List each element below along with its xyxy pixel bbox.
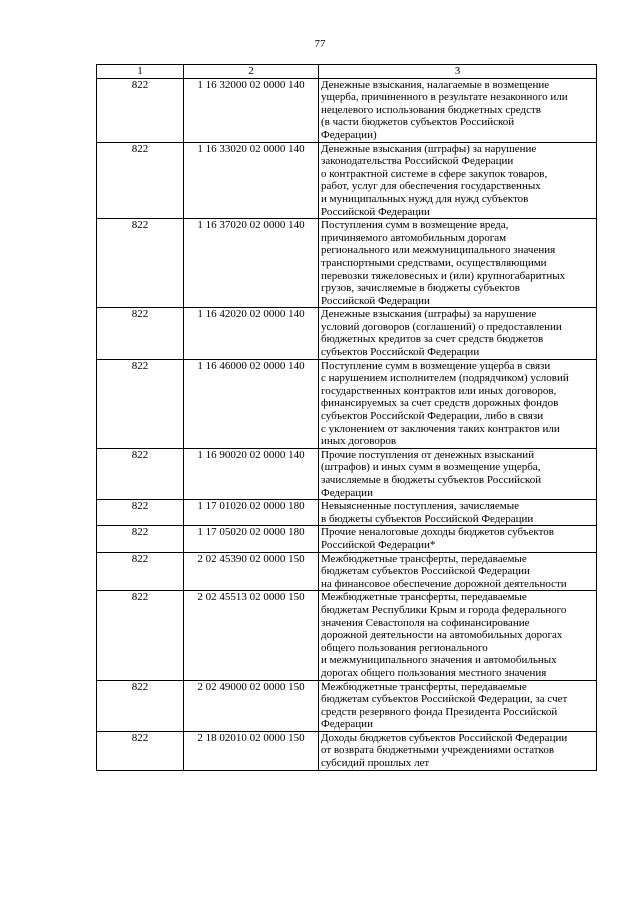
revenue-name-line: Российской Федерации*	[321, 538, 436, 551]
revenue-codes-table	[96, 64, 597, 771]
admin-code-cell: 822	[97, 731, 184, 770]
revenue-name-line: значения Севастополя на софинансирование	[321, 616, 530, 629]
revenue-name-cell	[319, 731, 597, 770]
revenue-name-line: субъектов Российской Федерации, либо в связи	[321, 410, 544, 423]
revenue-name-line: Невыясненные поступления, зачисляемые	[321, 500, 519, 513]
revenue-name-line: Российской Федерации	[321, 294, 430, 307]
revenue-name-line: и муниципальных нужд для нужд субъектов	[321, 192, 529, 205]
revenue-name-line: дорожной деятельности на автомобильных дорогах	[321, 629, 563, 642]
revenue-name-line: работ, услуг для обеспечения государственных	[321, 180, 541, 193]
revenue-code-cell: 1 16 42020 02 0000 140	[184, 308, 319, 359]
admin-code-cell: 822	[97, 552, 184, 591]
revenue-name-line: нецелевого использования бюджетных средств	[321, 103, 541, 116]
column-header-1: 1	[97, 65, 184, 79]
table-row	[97, 448, 597, 499]
revenue-code-cell: 1 16 90020 02 0000 140	[184, 448, 319, 499]
revenue-name-line: Поступление сумм в возмещение ущерба в связи	[321, 359, 551, 372]
revenue-code-cell: 1 16 33020 02 0000 140	[184, 142, 319, 219]
revenue-name-line: средств резервного фонда Президента Российской	[321, 705, 558, 718]
revenue-name-line: дорогах общего пользования местного значения	[321, 666, 547, 679]
revenue-name-line: с уклонением от заключения таких контрактов или	[321, 422, 560, 435]
revenue-name-cell	[319, 142, 597, 219]
admin-code-cell: 822	[97, 526, 184, 552]
revenue-name-line: законодательства Российской Федерации	[321, 155, 514, 168]
revenue-name-line: перевозки тяжеловесных и (или) крупногабаритных	[321, 269, 566, 282]
revenue-name-line: Прочие поступления от денежных взысканий	[321, 448, 535, 461]
revenue-name-line: условий договоров (соглашений) о предоставлении	[321, 320, 562, 333]
revenue-code-cell: 2 02 45390 02 0000 150	[184, 552, 319, 591]
revenue-name-cell	[319, 500, 597, 526]
column-header-3: 3	[319, 65, 597, 79]
revenue-name-line: Федерации)	[321, 128, 377, 141]
revenue-name-line: от возврата бюджетными учреждениями остатков	[321, 744, 555, 757]
table-row	[97, 359, 597, 448]
table-row	[97, 591, 597, 680]
revenue-code-cell: 1 16 37020 02 0000 140	[184, 219, 319, 308]
revenue-name-line: бюджетных кредитов за счет средств бюджетов	[321, 333, 544, 346]
admin-code-cell: 822	[97, 308, 184, 359]
admin-code-cell: 822	[97, 219, 184, 308]
revenue-name-line: Поступления сумм в возмещение вреда,	[321, 219, 509, 232]
revenue-name-cell	[319, 448, 597, 499]
revenue-name-line: бюджетам Республики Крым и города федерального	[321, 603, 567, 616]
revenue-name-cell	[319, 78, 597, 142]
revenue-name-line: грузов, зачисляемые в бюджеты субъектов	[321, 282, 520, 295]
revenue-code-cell: 2 02 49000 02 0000 150	[184, 680, 319, 731]
revenue-name-line: (штрафов) и иных сумм в возмещение ущерба,	[321, 461, 541, 474]
revenue-name-line: регионального или межмуниципального значения	[321, 244, 556, 257]
revenue-name-line: ущерба, причиненного в результате незаконного или	[321, 91, 568, 104]
revenue-name-line: Российской Федерации	[321, 205, 430, 218]
revenue-name-line: причиняемого автомобильным дорогам	[321, 231, 507, 244]
revenue-name-line: Межбюджетные трансферты, передаваемые	[321, 680, 527, 693]
revenue-name-line: Федерации	[321, 486, 373, 499]
table-row	[97, 78, 597, 142]
revenue-name-line: с нарушением исполнителем (подрядчиком) условий	[321, 372, 569, 385]
revenue-name-line: Федерации	[321, 718, 373, 731]
revenue-name-line: на финансовое обеспечение дорожной деятельности	[321, 577, 567, 590]
table-row	[97, 500, 597, 526]
table-row	[97, 731, 597, 770]
page-number: 77	[314, 38, 326, 50]
revenue-name-line: Прочие неналоговые доходы бюджетов субъектов	[321, 526, 554, 539]
revenue-name-cell	[319, 219, 597, 308]
admin-code-cell: 822	[97, 448, 184, 499]
revenue-name-line: транспортными средствами, осуществляющими	[321, 256, 547, 269]
revenue-name-line: Денежные взыскания, налагаемые в возмещение	[321, 78, 550, 91]
revenue-name-line: Денежные взыскания (штрафы) за нарушение	[321, 308, 537, 321]
revenue-name-line: зачисляемые в бюджеты субъектов Российской	[321, 474, 542, 486]
admin-code-cell: 822	[97, 142, 184, 219]
revenue-name-cell	[319, 680, 597, 731]
revenue-name-line: субъектов Российской Федерации	[321, 346, 480, 359]
revenue-name-line: и межмуниципального значения и автомобильных	[321, 654, 557, 667]
revenue-code-cell: 1 16 32000 02 0000 140	[184, 78, 319, 142]
revenue-name-cell	[319, 308, 597, 359]
revenue-name-cell	[319, 552, 597, 591]
revenue-name-line: финансируемых за счет средств дорожных фондов	[321, 397, 559, 410]
revenue-name-line: общего пользования регионального	[321, 641, 488, 654]
revenue-code-cell: 2 02 45513 02 0000 150	[184, 591, 319, 680]
revenue-name-line: Денежные взыскания (штрафы) за нарушение	[321, 142, 537, 155]
revenue-code-cell: 1 17 01020 02 0000 180	[184, 500, 319, 526]
admin-code-cell: 822	[97, 680, 184, 731]
revenue-name-line: о контрактной системе в сфере закупок товаров,	[321, 167, 548, 180]
admin-code-cell: 822	[97, 359, 184, 448]
admin-code-cell: 822	[97, 78, 184, 142]
revenue-name-cell	[319, 591, 597, 680]
revenue-name-cell	[319, 526, 597, 552]
revenue-code-cell: 1 16 46000 02 0000 140	[184, 359, 319, 448]
table-row	[97, 680, 597, 731]
revenue-name-cell	[319, 359, 597, 448]
revenue-name-line: бюджетам субъектов Российской Федерации	[321, 565, 530, 578]
revenue-code-cell: 2 18 02010 02 0000 150	[184, 731, 319, 770]
admin-code-cell: 822	[97, 591, 184, 680]
revenue-name-line: субсидий прошлых лет	[321, 757, 430, 770]
revenue-name-line: государственных контрактов или иных договоров,	[321, 384, 557, 397]
revenue-name-line: Межбюджетные трансферты, передаваемые	[321, 591, 527, 604]
revenue-name-line: иных договоров	[321, 435, 397, 448]
revenue-name-line: Межбюджетные трансферты, передаваемые	[321, 552, 527, 565]
revenue-name-line: в бюджеты субъектов Российской Федерации	[321, 512, 534, 525]
revenue-name-line: Доходы бюджетов субъектов Российской Федерации	[321, 731, 568, 744]
table-row	[97, 552, 597, 591]
table-header-row	[97, 65, 597, 79]
revenue-code-cell: 1 17 05020 02 0000 180	[184, 526, 319, 552]
table-row	[97, 526, 597, 552]
table-body	[97, 78, 597, 770]
table-row	[97, 142, 597, 219]
table-row	[97, 219, 597, 308]
revenue-name-line: бюджетам субъектов Российской Федерации, за счет	[321, 693, 568, 706]
table-row	[97, 308, 597, 359]
revenue-name-line: (в части бюджетов субъектов Российской	[321, 116, 515, 129]
column-header-2: 2	[184, 65, 319, 79]
admin-code-cell: 822	[97, 500, 184, 526]
